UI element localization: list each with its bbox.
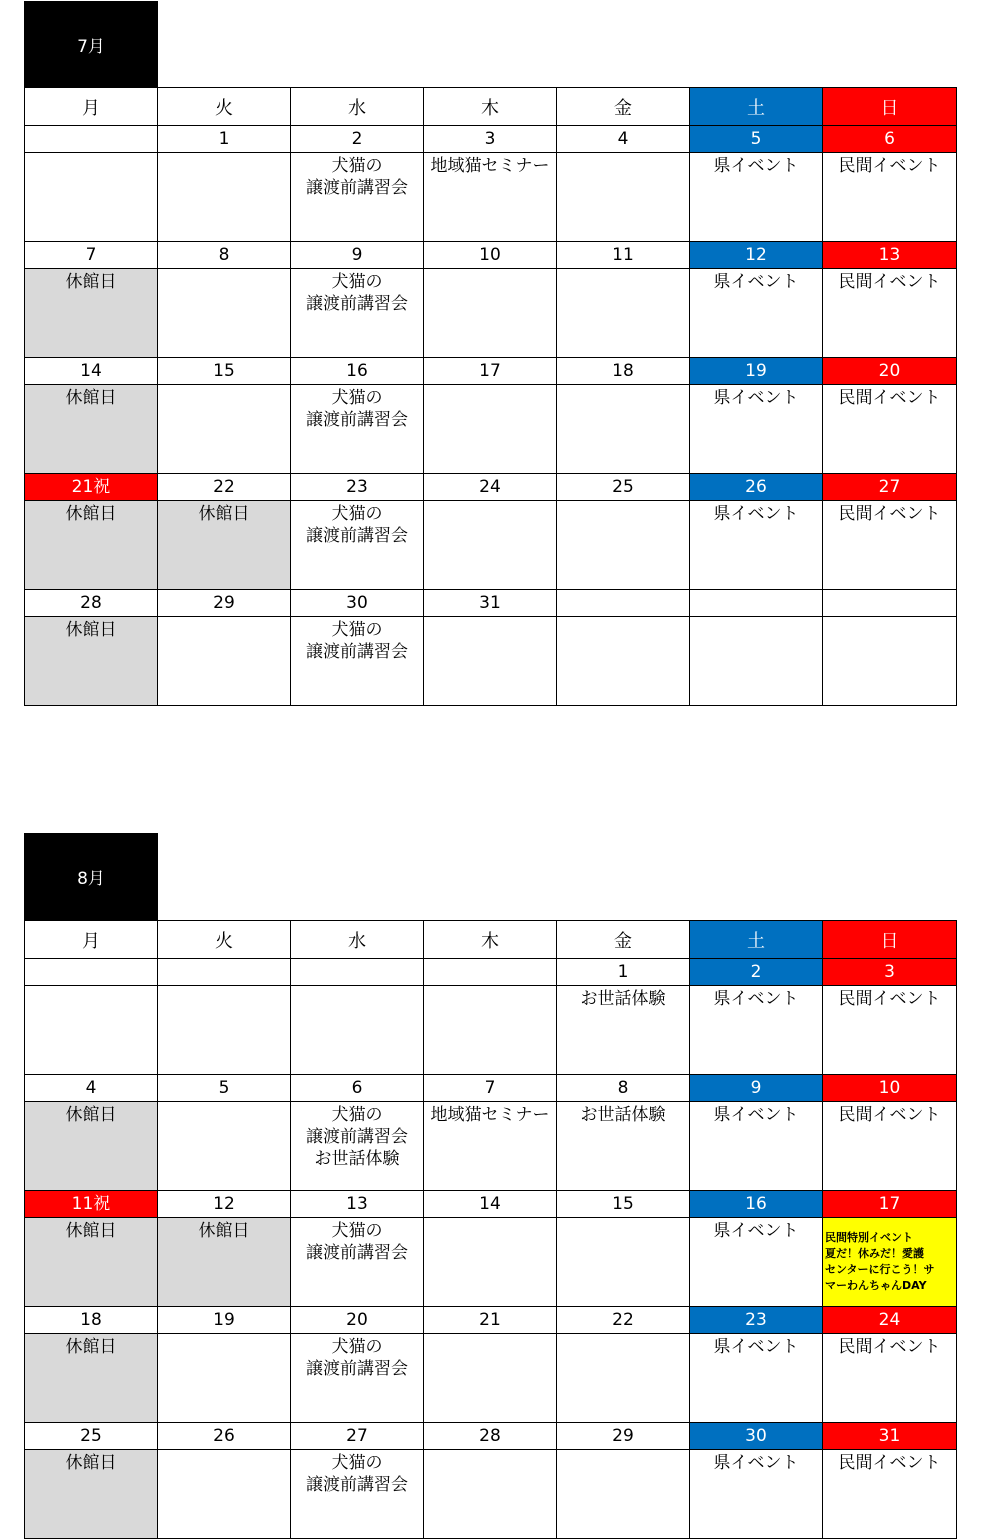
day-number <box>823 590 957 617</box>
day-number-holiday: 11祝 <box>25 1191 158 1218</box>
day-number: 29 <box>158 590 291 617</box>
day-number: 30 <box>690 1423 823 1450</box>
weekday-sun: 日 <box>823 88 957 126</box>
event-cell: 民間イベント <box>823 1102 957 1191</box>
day-number: 17 <box>424 358 557 385</box>
day-number: 23 <box>690 1307 823 1334</box>
day-number: 11 <box>557 242 690 269</box>
event-cell <box>25 986 158 1075</box>
day-number: 21 <box>424 1307 557 1334</box>
event-cell: 民間イベント <box>823 501 957 590</box>
weekday-tue: 火 <box>158 921 291 959</box>
month-label-july: 7月 <box>24 1 158 88</box>
event-cell-closed: 休館日 <box>158 501 291 590</box>
day-number: 18 <box>25 1307 158 1334</box>
day-number: 31 <box>424 590 557 617</box>
event-cell: 犬猫の 譲渡前講習会 <box>291 385 424 474</box>
day-number: 12 <box>690 242 823 269</box>
day-number: 15 <box>557 1191 690 1218</box>
event-cell <box>823 617 957 706</box>
event-cell: 地域猫セミナー <box>424 153 557 242</box>
day-number: 29 <box>557 1423 690 1450</box>
day-number: 25 <box>557 474 690 501</box>
event-cell <box>291 986 424 1075</box>
event-cell <box>158 1334 291 1423</box>
day-number: 19 <box>690 358 823 385</box>
event-cell: 県イベント <box>690 385 823 474</box>
event-cell <box>158 1102 291 1191</box>
day-number: 16 <box>291 358 424 385</box>
event-cell: 犬猫の 譲渡前講習会 <box>291 269 424 358</box>
event-cell: 犬猫の 譲渡前講習会 <box>291 153 424 242</box>
event-cell-closed: 休館日 <box>25 1102 158 1191</box>
day-number: 27 <box>291 1423 424 1450</box>
event-cell <box>557 501 690 590</box>
day-number: 24 <box>823 1307 957 1334</box>
event-cell: 民間イベント <box>823 1334 957 1423</box>
day-number: 1 <box>158 126 291 153</box>
weekday-header <box>25 921 957 959</box>
day-number: 9 <box>291 242 424 269</box>
event-cell: 県イベント <box>690 1102 823 1191</box>
day-number: 1 <box>557 959 690 986</box>
event-cell: 民間イベント <box>823 385 957 474</box>
weekday-fri: 金 <box>557 921 690 959</box>
event-cell: 犬猫の 譲渡前講習会 <box>291 617 424 706</box>
day-number: 4 <box>557 126 690 153</box>
weekday-fri: 金 <box>557 88 690 126</box>
day-number: 9 <box>690 1075 823 1102</box>
day-number: 8 <box>158 242 291 269</box>
day-number: 20 <box>823 358 957 385</box>
event-cell-closed: 休館日 <box>158 1218 291 1307</box>
day-number: 23 <box>291 474 424 501</box>
event-cell-closed: 休館日 <box>25 1334 158 1423</box>
event-cell-closed: 休館日 <box>25 1218 158 1307</box>
event-cell <box>158 617 291 706</box>
weekday-mon: 月 <box>25 88 158 126</box>
event-cell <box>557 153 690 242</box>
day-number: 26 <box>690 474 823 501</box>
event-cell: 民間イベント <box>823 1450 957 1539</box>
day-number: 5 <box>158 1075 291 1102</box>
event-cell <box>158 385 291 474</box>
day-number: 27 <box>823 474 957 501</box>
event-cell: 県イベント <box>690 1334 823 1423</box>
event-cell <box>557 617 690 706</box>
special-event-text: 民間特別イベント 夏だ！休みだ！愛護 センターに行こう！サ マーわんちゃんDAY <box>825 1231 935 1292</box>
event-cell-closed: 休館日 <box>25 385 158 474</box>
event-cell: 県イベント <box>690 986 823 1075</box>
weekday-header <box>25 88 957 126</box>
day-number: 28 <box>25 590 158 617</box>
weekday-sun: 日 <box>823 921 957 959</box>
event-cell <box>424 269 557 358</box>
event-cell: 県イベント <box>690 1450 823 1539</box>
day-number: 24 <box>424 474 557 501</box>
event-cell <box>424 385 557 474</box>
weekday-sat: 土 <box>690 88 823 126</box>
day-number: 4 <box>25 1075 158 1102</box>
day-number: 18 <box>557 358 690 385</box>
weekday-wed: 水 <box>291 921 424 959</box>
day-number: 6 <box>291 1075 424 1102</box>
day-number: 12 <box>158 1191 291 1218</box>
event-cell <box>557 269 690 358</box>
event-cell <box>557 385 690 474</box>
calendar-july <box>24 87 957 706</box>
event-cell: お世話体験 <box>557 1102 690 1191</box>
day-number: 6 <box>823 126 957 153</box>
weekday-thu: 木 <box>424 88 557 126</box>
month-label-august: 8月 <box>24 833 158 920</box>
event-cell: 犬猫の 譲渡前講習会 <box>291 501 424 590</box>
event-cell <box>557 1218 690 1307</box>
weekday-sat: 土 <box>690 921 823 959</box>
day-number: 5 <box>690 126 823 153</box>
event-cell-closed: 休館日 <box>25 617 158 706</box>
event-cell <box>424 1334 557 1423</box>
day-number: 13 <box>823 242 957 269</box>
event-cell <box>158 269 291 358</box>
event-cell <box>158 986 291 1075</box>
day-number <box>291 959 424 986</box>
weekday-mon: 月 <box>25 921 158 959</box>
day-number: 25 <box>25 1423 158 1450</box>
day-number: 31 <box>823 1423 957 1450</box>
day-number: 16 <box>690 1191 823 1218</box>
day-number <box>424 959 557 986</box>
day-number: 10 <box>823 1075 957 1102</box>
event-cell: 県イベント <box>690 269 823 358</box>
day-number: 20 <box>291 1307 424 1334</box>
event-cell <box>424 501 557 590</box>
day-number <box>158 959 291 986</box>
day-number: 3 <box>424 126 557 153</box>
weekday-thu: 木 <box>424 921 557 959</box>
day-number: 8 <box>557 1075 690 1102</box>
event-cell-closed: 休館日 <box>25 1450 158 1539</box>
day-number: 10 <box>424 242 557 269</box>
day-number: 19 <box>158 1307 291 1334</box>
day-number: 22 <box>158 474 291 501</box>
event-cell: 民間イベント <box>823 269 957 358</box>
event-cell: 地域猫セミナー <box>424 1102 557 1191</box>
day-number: 14 <box>424 1191 557 1218</box>
special-event-cell <box>823 1218 957 1307</box>
event-cell <box>158 1450 291 1539</box>
day-number <box>25 126 158 153</box>
day-number <box>690 590 823 617</box>
event-cell-closed: 休館日 <box>25 269 158 358</box>
day-number <box>557 590 690 617</box>
event-cell: 犬猫の 譲渡前講習会 <box>291 1450 424 1539</box>
calendar-august <box>24 920 957 1539</box>
event-cell: 民間イベント <box>823 153 957 242</box>
day-number: 22 <box>557 1307 690 1334</box>
event-cell: 県イベント <box>690 501 823 590</box>
day-number: 30 <box>291 590 424 617</box>
weekday-wed: 水 <box>291 88 424 126</box>
event-cell: 犬猫の 譲渡前講習会 <box>291 1334 424 1423</box>
event-cell: 犬猫の 譲渡前講習会 <box>291 1218 424 1307</box>
event-cell: 民間イベント <box>823 986 957 1075</box>
event-cell <box>424 986 557 1075</box>
day-number <box>25 959 158 986</box>
day-number: 2 <box>690 959 823 986</box>
day-number: 17 <box>823 1191 957 1218</box>
event-cell: お世話体験 <box>557 986 690 1075</box>
day-number: 14 <box>25 358 158 385</box>
day-number: 28 <box>424 1423 557 1450</box>
event-cell: 犬猫の 譲渡前講習会 お世話体験 <box>291 1102 424 1191</box>
event-cell: 県イベント <box>690 1218 823 1307</box>
day-number: 15 <box>158 358 291 385</box>
day-number: 26 <box>158 1423 291 1450</box>
day-number: 7 <box>25 242 158 269</box>
event-cell: 県イベント <box>690 153 823 242</box>
event-cell <box>557 1334 690 1423</box>
event-cell <box>557 1450 690 1539</box>
day-number-holiday: 21祝 <box>25 474 158 501</box>
day-number: 7 <box>424 1075 557 1102</box>
event-cell <box>424 617 557 706</box>
day-number: 13 <box>291 1191 424 1218</box>
event-cell <box>158 153 291 242</box>
event-cell <box>424 1450 557 1539</box>
day-number: 2 <box>291 126 424 153</box>
day-number: 3 <box>823 959 957 986</box>
event-cell-closed: 休館日 <box>25 501 158 590</box>
event-cell <box>424 1218 557 1307</box>
weekday-tue: 火 <box>158 88 291 126</box>
event-cell <box>690 617 823 706</box>
event-cell <box>25 153 158 242</box>
